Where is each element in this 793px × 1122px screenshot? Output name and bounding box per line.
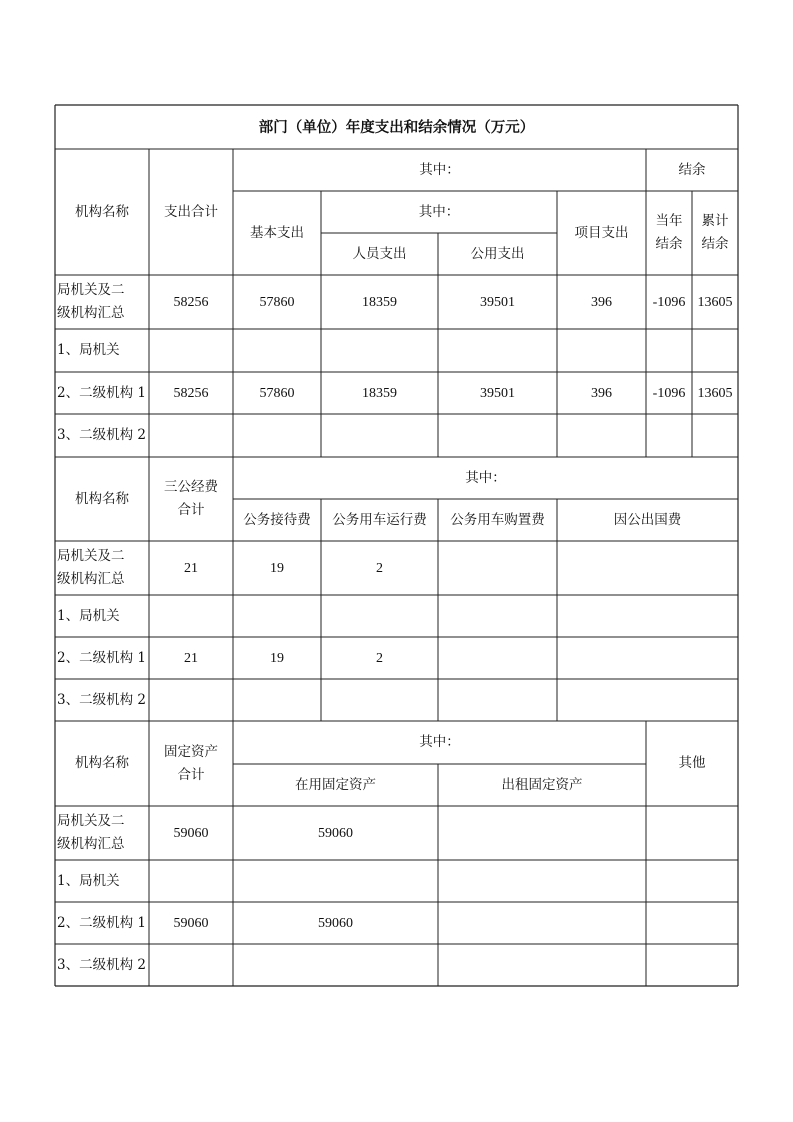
cell-current xyxy=(646,329,692,372)
cell-leased xyxy=(438,902,646,944)
row-org-name: 局机关及二 级机构汇总 xyxy=(57,548,125,587)
cell-total: 59060 xyxy=(173,825,209,841)
header-other: 其他 xyxy=(678,755,706,771)
cell-total xyxy=(149,595,233,637)
cell-in-use xyxy=(233,860,438,902)
header-personnel-expenditure: 人员支出 xyxy=(352,245,407,262)
header-balance: 结余 xyxy=(678,161,706,178)
header-of-which-inner: 其中： xyxy=(418,203,460,220)
cell-total xyxy=(149,944,233,986)
cell-project: 396 xyxy=(591,294,612,310)
header-of-which: 其中： xyxy=(419,734,460,750)
table-title: 部门（单位）年度支出和结余情况（万元） xyxy=(258,118,535,136)
row-org-name: 2、二级机构 1 xyxy=(57,649,146,666)
header-reception-fee: 公务接待费 xyxy=(243,511,311,528)
cell-reception: 19 xyxy=(270,560,284,576)
cell-basic xyxy=(233,329,321,372)
cell-leased xyxy=(438,806,646,860)
cell-in-use: 59060 xyxy=(318,915,353,931)
cell-total xyxy=(149,414,233,457)
row-org-name: 局机关及二 级机构汇总 xyxy=(57,813,125,852)
header-abroad-fee: 因公出国费 xyxy=(613,511,682,528)
cell-cumulative: 13605 xyxy=(697,294,733,310)
row-org-name: 3、二级机构 2 xyxy=(57,956,146,973)
cell-personnel xyxy=(321,329,438,372)
cell-cumulative xyxy=(692,414,738,457)
cell-cumulative: 13605 xyxy=(697,385,733,401)
cell-total xyxy=(149,679,233,721)
cell-total: 21 xyxy=(184,560,198,576)
cell-abroad xyxy=(557,637,738,679)
cell-current xyxy=(646,414,692,457)
cell-abroad xyxy=(557,541,738,595)
cell-current: -1096 xyxy=(652,294,686,310)
header-car-operation-fee: 公务用车运行费 xyxy=(332,511,427,528)
cell-in-use: 59060 xyxy=(318,825,353,841)
cell-personnel xyxy=(321,414,438,457)
cell-leased xyxy=(438,860,646,902)
row-org-name: 1、局机关 xyxy=(57,607,120,624)
row-org-name: 3、二级机构 2 xyxy=(57,427,146,443)
header-expenditure-total: 支出合计 xyxy=(164,203,218,220)
row-org-name: 1、局机关 xyxy=(57,872,120,889)
cell-project xyxy=(557,414,646,457)
cell-public-use xyxy=(438,414,557,457)
cell-in-use xyxy=(233,944,438,986)
cell-project xyxy=(557,329,646,372)
header-project-expenditure: 项目支出 xyxy=(574,224,629,241)
header-public-expenditure: 公用支出 xyxy=(470,245,525,262)
cell-car-purchase xyxy=(438,679,557,721)
cell-other xyxy=(646,806,738,860)
cell-basic: 57860 xyxy=(259,385,295,401)
header-current-balance: 当年 结余 xyxy=(655,213,683,252)
cell-cumulative xyxy=(692,329,738,372)
cell-leased xyxy=(438,944,646,986)
cell-total: 21 xyxy=(184,650,198,666)
cell-car-operation: 2 xyxy=(376,560,383,576)
cell-car-purchase xyxy=(438,541,557,595)
row-org-name: 2、二级机构 1 xyxy=(57,384,146,401)
cell-total: 59060 xyxy=(173,915,209,931)
header-of-which: 其中： xyxy=(465,469,506,486)
cell-total xyxy=(149,329,233,372)
header-of-which: 其中： xyxy=(419,161,460,178)
cell-personnel: 18359 xyxy=(362,385,397,401)
cell-basic xyxy=(233,414,321,457)
header-org-name: 机构名称 xyxy=(75,490,129,507)
cell-other xyxy=(646,860,738,902)
cell-basic: 57860 xyxy=(259,294,295,310)
cell-reception xyxy=(233,679,321,721)
cell-total xyxy=(149,860,233,902)
cell-public-use: 39501 xyxy=(480,294,515,310)
cell-public-use xyxy=(438,329,557,372)
row-org-name: 3、二级机构 2 xyxy=(57,691,146,708)
header-basic-expenditure: 基本支出 xyxy=(250,224,304,241)
row-org-name: 2、二级机构 1 xyxy=(57,914,146,931)
cell-total: 58256 xyxy=(173,294,209,310)
cell-car-operation xyxy=(321,679,438,721)
cell-car-purchase xyxy=(438,637,557,679)
header-three-public-total: 三公经费 合计 xyxy=(164,479,218,518)
header-car-purchase-fee: 公务用车购置费 xyxy=(450,511,545,528)
row-org-name: 1、局机关 xyxy=(57,342,120,358)
header-leased-assets: 出租固定资产 xyxy=(501,776,583,793)
header-org-name: 机构名称 xyxy=(75,203,129,220)
header-in-use-assets: 在用固定资产 xyxy=(295,776,376,793)
cell-other xyxy=(646,902,738,944)
header-org-name: 机构名称 xyxy=(75,755,129,771)
cell-car-operation: 2 xyxy=(376,650,383,666)
cell-reception: 19 xyxy=(270,650,284,666)
cell-personnel: 18359 xyxy=(362,294,397,310)
header-cumulative-balance: 累计 结余 xyxy=(701,213,729,252)
cell-project: 396 xyxy=(591,385,612,401)
cell-total: 58256 xyxy=(173,385,209,401)
cell-car-purchase xyxy=(438,595,557,637)
row-org-name: 局机关及二 级机构汇总 xyxy=(57,282,125,321)
cell-abroad xyxy=(557,595,738,637)
header-fixed-assets-total: 固定资产 合计 xyxy=(164,743,218,783)
cell-other xyxy=(646,944,738,986)
cell-public-use: 39501 xyxy=(480,385,515,401)
cell-current: -1096 xyxy=(652,385,686,401)
cell-abroad xyxy=(557,679,738,721)
cell-car-operation xyxy=(321,595,438,637)
cell-reception xyxy=(233,595,321,637)
